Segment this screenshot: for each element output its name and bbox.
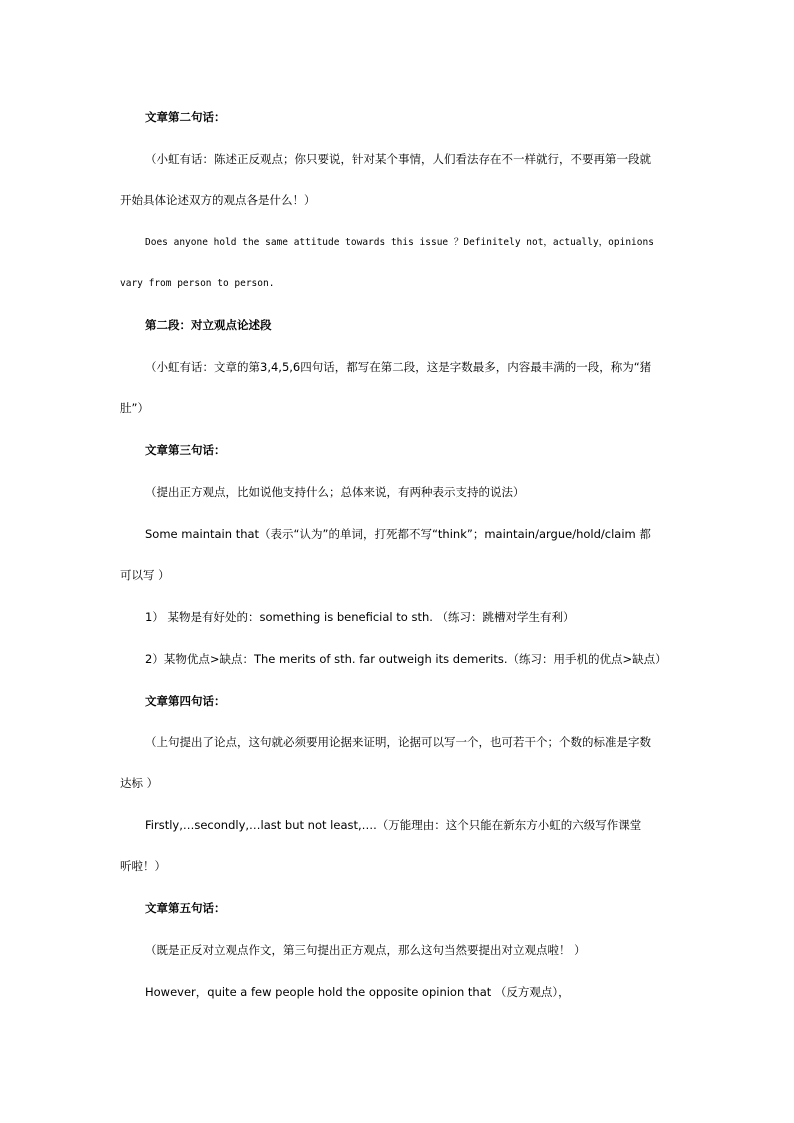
heading-sentence-two: 文章第二句话： <box>145 110 226 124</box>
example-sentence-line: Firstly,…secondly,…last but not least,….（万能理由：这个只能在新东方小虹的六级写作课堂 <box>145 818 642 832</box>
note-paragraph-line: （既是正反对立观点作文，第三句提出正方观点，那么这句当然要提出对立观点啦！ ） <box>145 943 586 957</box>
heading-sentence-five: 文章第五句话： <box>145 901 226 915</box>
note-paragraph-line: （提出正方观点，比如说他支持什么；总体来说，有两种表示支持的说法） <box>145 485 525 499</box>
note-paragraph-line: （上句提出了论点，这句就必须要用论据来证明，论据可以写一个，也可若干个；个数的标准是字数 <box>145 735 651 749</box>
note-paragraph-line: 开始具体论述双方的观点各是什么！） <box>120 193 316 207</box>
note-paragraph-line: 达标 ） <box>120 776 159 790</box>
list-item-2: 2）某物优点>缺点：The merits of sth. far outweigh its demerits.（练习：用手机的优点>缺点） <box>145 652 667 666</box>
example-sentence-line: Does anyone hold the same attitude towards this issue ？Definitely not，actually，opinions <box>145 237 654 248</box>
heading-paragraph-two: 第二段：对立观点论述段 <box>145 318 272 332</box>
example-sentence-line: 听啦！） <box>120 859 166 873</box>
heading-sentence-three: 文章第三句话： <box>145 443 226 457</box>
note-paragraph-line: 肚”） <box>120 401 149 415</box>
example-sentence-line: Some maintain that（表示“认为”的单词，打死都不写“think”；maintain/argue/hold/claim 都 <box>145 527 651 541</box>
note-paragraph-line: （小虹有话：文章的第3,4,5,6四句话，都写在第二段，这是字数最多，内容最丰满的一段，称为“猪 <box>145 360 652 374</box>
list-item-1: 1） 某物是有好处的：something is beneficial to sth. （练习：跳槽对学生有利） <box>145 610 575 624</box>
example-sentence-line: However，quite a few people hold the opposite opinion that （反方观点）， <box>145 985 570 999</box>
heading-sentence-four: 文章第四句话： <box>145 694 226 708</box>
note-paragraph-line: （小虹有话：陈述正反观点；你只要说，针对某个事情，人们看法存在不一样就行，不要再第一段就 <box>145 152 651 166</box>
example-sentence-line: vary from person to person. <box>120 278 275 289</box>
example-sentence-line: 可以写 ） <box>120 568 170 582</box>
